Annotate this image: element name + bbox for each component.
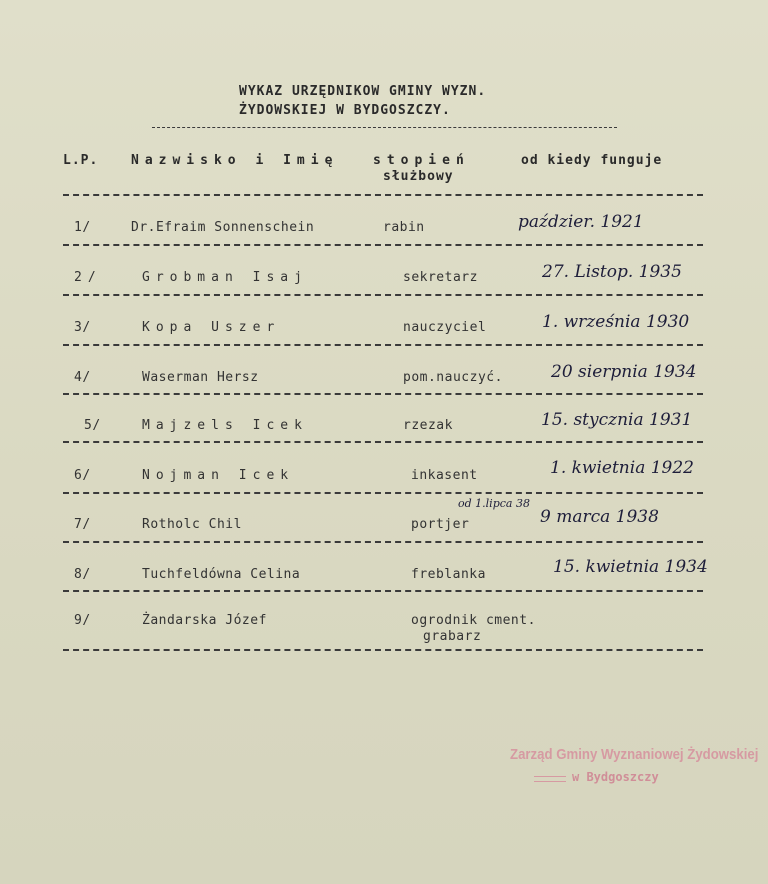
header-rank: stopień (373, 153, 470, 168)
row-5-separator (63, 441, 703, 443)
row-7-separator (63, 541, 703, 543)
row-5-since-handwritten: 15. stycznia 1931 (541, 410, 693, 430)
header-since: od kiedy funguje (521, 153, 663, 168)
row-4-name: Waserman Hersz (142, 370, 259, 385)
row-6-since-handwritten: 1. kwietnia 1922 (550, 458, 694, 478)
row-9-lp: 9/ (74, 613, 91, 628)
row-6-separator (63, 492, 703, 494)
row-3-name: Kopa Uszer (142, 320, 281, 335)
row-6-lp: 6/ (74, 468, 91, 483)
row-8-rank: freblanka (411, 567, 486, 582)
header-name: Nazwisko i Imię (131, 153, 339, 168)
document-title-line1: WYKAZ URZĘDNIKOW GMINY WYZN. (239, 84, 487, 99)
row-2-rank: sekretarz (403, 270, 478, 285)
row-9-rank-line2: grabarz (423, 629, 482, 644)
row-9-name: Żandarska Józef (142, 613, 267, 628)
row-3-lp: 3/ (74, 320, 91, 335)
institution-stamp-line2: w Bydgoszczy (572, 770, 659, 784)
row-8-separator (63, 590, 703, 592)
row-8-name: Tuchfeldówna Celina (142, 567, 301, 582)
stamp-rule-left (534, 776, 566, 777)
header-separator (63, 194, 703, 196)
row-3-rank: nauczyciel (403, 320, 487, 335)
row-8-lp: 8/ (74, 567, 91, 582)
row-4-separator (63, 393, 703, 395)
row-5-rank: rzezak (403, 418, 453, 433)
row-2-lp: 2/ (74, 270, 102, 285)
row-1-name: Dr.Efraim Sonnenschein (131, 220, 315, 235)
row-1-lp: 1/ (74, 220, 91, 235)
row-8-since-handwritten: 15. kwietnia 1934 (553, 557, 708, 577)
header-rank-sub: służbowy (383, 169, 454, 184)
row-3-separator (63, 344, 703, 346)
row-1-rank: rabin (383, 220, 425, 235)
row-6-rank: inkasent (411, 468, 478, 483)
row-1-since-handwritten: paździer. 1921 (518, 212, 644, 232)
stamp-rule-left-2 (534, 781, 566, 782)
row-6-name: Nojman Icek (142, 468, 295, 483)
row-7-since-handwritten: 9 marca 1938 (540, 507, 659, 527)
row-5-name: Majzels Icek (142, 418, 308, 433)
row-2-name: Grobman Isaj (142, 270, 308, 285)
row-4-since-handwritten: 20 sierpnia 1934 (551, 362, 697, 382)
row-4-lp: 4/ (74, 370, 91, 385)
document-title-line2: ŻYDOWSKIEJ W BYDGOSZCZY. (239, 103, 451, 118)
row-3-since-handwritten: 1. września 1930 (542, 312, 690, 332)
row-2-separator (63, 294, 703, 296)
row-7-note-handwritten: od 1.lipca 38 (458, 497, 530, 510)
title-underline (152, 127, 617, 128)
row-7-rank: portjer (411, 517, 470, 532)
table-bottom-separator (63, 649, 703, 651)
row-5-lp: 5/ (84, 418, 101, 433)
row-2-since-handwritten: 27. Listop. 1935 (542, 262, 682, 282)
row-7-lp: 7/ (74, 517, 91, 532)
header-lp: L.P. (63, 153, 99, 168)
row-1-separator (63, 244, 703, 246)
institution-stamp-line1: Zarząd Gminy Wyznaniowej Żydowskiej (510, 746, 759, 763)
row-7-name: Rotholc Chil (142, 517, 242, 532)
row-4-rank: pom.nauczyć. (403, 370, 503, 385)
row-9-rank: ogrodnik cment. (411, 613, 536, 628)
